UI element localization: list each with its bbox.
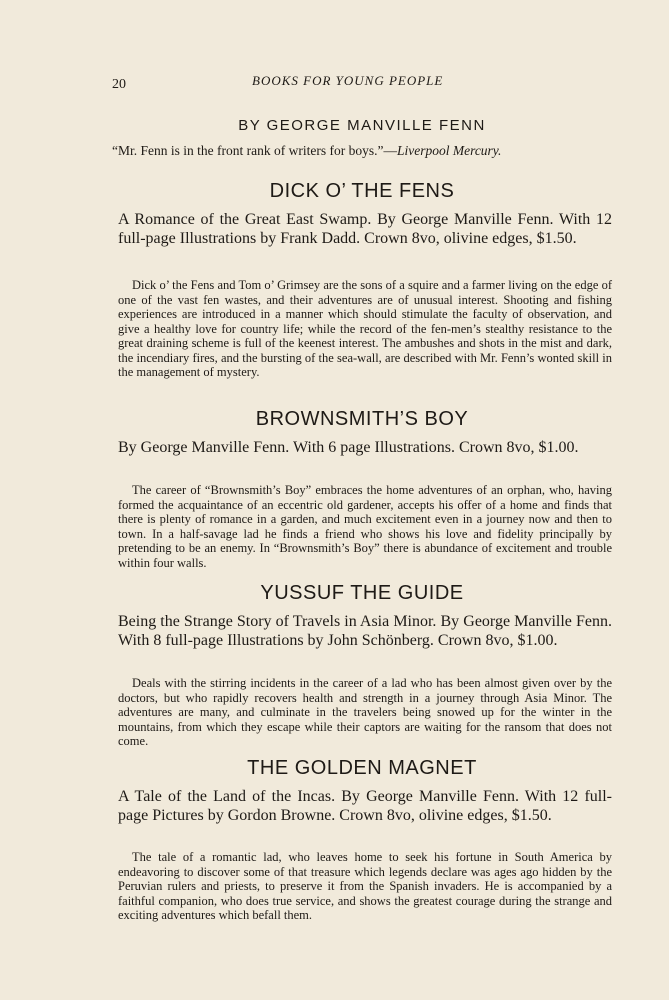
running-head (112, 73, 612, 93)
quote-text: “Mr. Fenn is in the front rank of writers for boys.”— (112, 143, 397, 158)
book-title: DICK O’ THE FENS (269, 180, 455, 202)
book-title: BROWNSMITH’S BOY (255, 408, 469, 430)
quote-source: Liverpool Mercury. (396, 143, 502, 158)
book-description: Deals with the stirring incidents in the career of a lad who has been almost given over by the doctors, but who rapidly recovers health and strength in a journey through Asia Minor. The adventures are many, and culminate in the travelers being snowed up for the winter in the mountains, from which they escape while their captors are waiting for the ransom that does not come. (118, 676, 612, 748)
book-description: The career of “Brownsmith’s Boy” embraces the home adventures of an orphan, who, having formed the acquaintance of an eccentric old gardener, accepts his offer of a home and finds that there is plenty of romance in a garden, and much excitement even in a journey now and then to town. In a half-savage lad he finds a friend who shows his love and fidelity principally by pretending to be an enemy. In “Brownsmith’s Boy” there is abundance of excitement and trouble within four walls. (118, 483, 612, 570)
book-intro: A Romance of the Great East Swamp. By George Manville Fenn. With 12 full-page Illustrations by Frank Dadd. Crown 8vo, olivine edges, $1.50. (118, 211, 612, 247)
book-intro: By George Manville Fenn. With 6 page Illustrations. Crown 8vo, $1.00. (118, 439, 579, 456)
book-title: THE GOLDEN MAGNET (247, 757, 477, 779)
running-head-title: BOOKS FOR YOUNG PEOPLE (252, 73, 444, 88)
book-intro: A Tale of the Land of the Incas. By George Manville Fenn. With 12 full-page Pictures by Gordon Browne. Crown 8vo, olivine edges, $1.50. (118, 788, 612, 824)
author-heading: BY GEORGE MANVILLE FENN (238, 117, 486, 134)
book-description: Dick o’ the Fens and Tom o’ Grimsey are the sons of a squire and a farmer living on the edge of one of the vast fen wastes, and their adventures are of unusual interest. Shooting and fishing experiences are introduced in a manner which should stimulate the faculty of observation, and give a healthy love for country life; while the record of the fen-men’s stealthy resistance to the great draining scheme is full of the keenest interest. The ambushes and shots in the mist and dark, the incendiary fires, and the bursting of the sea-wall, are described with Mr. Fenn’s wonted skill in the management of mystery. (118, 278, 612, 379)
book-intro: Being the Strange Story of Travels in Asia Minor. By George Manville Fenn. With 8 full-page Illustrations by John Schönberg. Crown 8vo, $1.00. (118, 613, 612, 649)
book-title: YUSSUF THE GUIDE (260, 582, 464, 604)
book-description: The tale of a romantic lad, who leaves home to seek his fortune in South America by endeavoring to discover some of that treasure which legends declare was ages ago hidden by the Peruvian rulers and priests, to preserve it from the Spanish invaders. He is accompanied by a faithful companion, who does true service, and shows the greatest courage during the strange and exciting adventures which befall them. (118, 850, 612, 922)
page-number: 20 (112, 77, 126, 92)
press-quote (112, 143, 612, 159)
